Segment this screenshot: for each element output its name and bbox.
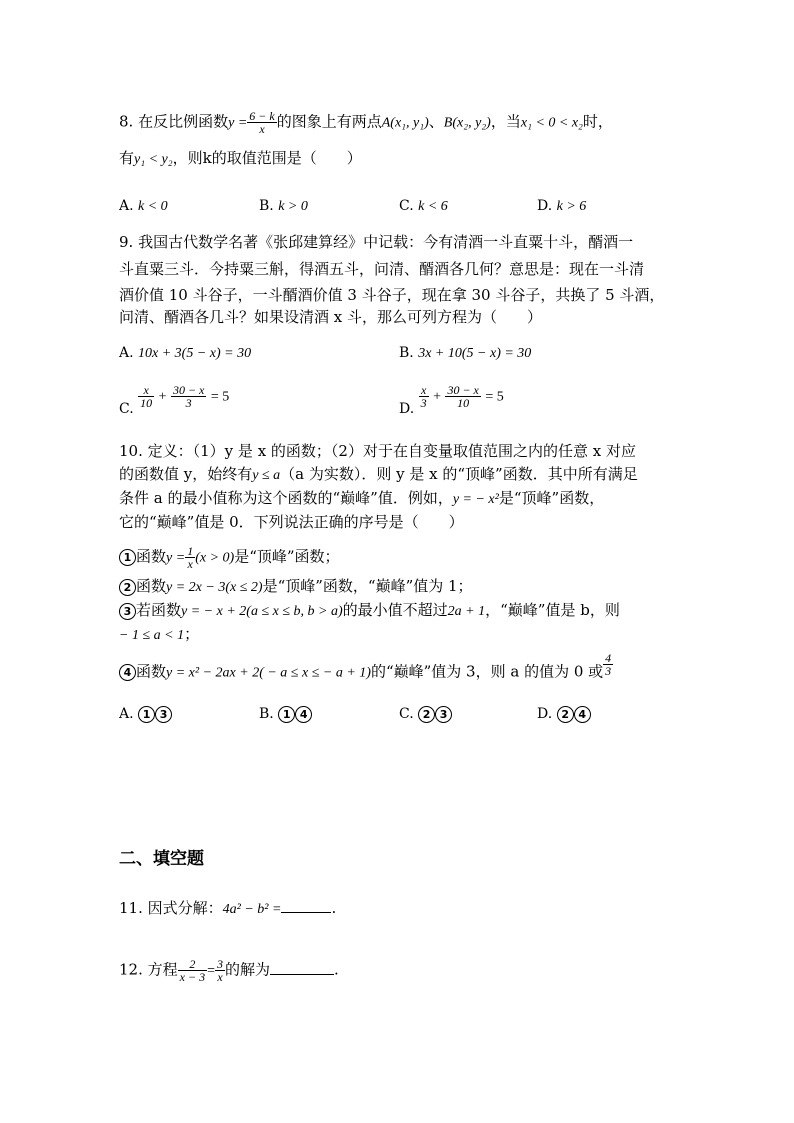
circled-number: 4 <box>295 706 312 723</box>
q10-option-a[interactable] <box>119 704 172 724</box>
q10-line4 <box>119 512 464 532</box>
q9-number: 9. <box>119 233 134 251</box>
option-label: C. <box>119 400 134 417</box>
q9-option-a[interactable] <box>119 343 251 364</box>
option-label: A. <box>119 198 134 214</box>
q10-option-c[interactable] <box>399 704 452 724</box>
frac-num: 2 <box>178 958 207 971</box>
q12-number: 12. <box>119 960 143 979</box>
circled-number: 1 <box>138 706 155 723</box>
q10-text: 函数 <box>136 662 167 681</box>
plus: + <box>433 389 441 405</box>
frac-num: 30 − x <box>172 383 205 397</box>
option-value: 10x + 3(5 − x) = 30 <box>138 346 252 361</box>
math: y = x² − 2ax + 2( − a ≤ x ≤ − a + 1) <box>166 665 371 681</box>
circled-number: 3 <box>435 706 452 723</box>
q9-line2 <box>119 259 644 279</box>
frac-num: x <box>419 384 429 397</box>
frac-den: 3 <box>420 396 427 410</box>
fraction <box>138 384 154 409</box>
q10-text: ； <box>184 625 200 643</box>
q10-text: 它的“巅峰”值是 0．下列说法正确的序号是（ ） <box>119 513 464 531</box>
circled-number: 1 <box>278 706 295 723</box>
q10-line3 <box>119 488 604 510</box>
fraction <box>185 545 195 570</box>
equals: = 5 <box>485 389 504 405</box>
q8-frac-num: 6 − k <box>249 109 275 123</box>
option-value: 3x + 10(5 − x) = 30 <box>418 346 532 361</box>
q10-text: （a 为实数）．则 y 是 x 的“顶峰”函数．其中所有满足 <box>280 465 638 483</box>
q11-number: 11. <box>119 899 143 917</box>
option-label: B. <box>259 198 274 214</box>
q12-text: 的解为 <box>225 960 271 979</box>
q8-option-b[interactable] <box>259 196 308 217</box>
q10-text: 定义：（1）y 是 x 的函数；（2）对于在自变量取值范围之内的任意 x 对应 <box>147 442 636 460</box>
circled-number: 2 <box>418 706 435 723</box>
circled-number: 4 <box>119 664 136 681</box>
option-label: A. <box>119 345 134 361</box>
q10-text: 若函数 <box>136 601 182 619</box>
q9-text: 问清、醑酒各几斗？如果设清酒 x 斗，那么可列方程为（ ） <box>119 308 542 326</box>
frac-den: 10 <box>457 396 470 410</box>
frac-num: 4 <box>605 651 612 665</box>
frac-den: x <box>187 557 193 571</box>
plus: + <box>158 389 167 405</box>
q10-statement-3-cont <box>119 624 199 646</box>
math: y ≤ a <box>252 468 281 483</box>
q12-text: 方程 <box>147 960 178 979</box>
section-heading: 二、填空题 <box>119 849 204 869</box>
q10-text: 条件 a 的最小值称为这个函数的“巅峰”值．例如， <box>119 489 453 507</box>
circled-number: 4 <box>574 706 591 723</box>
frac-den: x <box>217 970 223 984</box>
q9-text: 酒价值 10 斗谷子，一斗醑酒价值 3 斗谷子，现在拿 30 斗谷子，共换了 5 斗酒， <box>119 286 665 304</box>
q10-statement-3 <box>119 600 620 622</box>
option-label: C. <box>399 198 414 214</box>
option-label: B. <box>259 706 274 722</box>
q9-text: 我国古代数学名著《张邱建算经》中记载：今有清酒一斗直粟十斗，醑酒一 <box>138 233 634 251</box>
q9-option-c[interactable] <box>119 383 230 417</box>
q10-number: 10. <box>119 442 143 460</box>
q10-statement-2 <box>119 576 473 598</box>
q8-func-lhs: y = <box>228 115 248 131</box>
option-label: D. <box>399 400 415 417</box>
option-label: C. <box>399 706 414 722</box>
frac-den: 3 <box>605 664 612 678</box>
option-value: k < 6 <box>418 199 448 214</box>
math: y = 2x − 3(x ≤ 2) <box>166 580 263 595</box>
answer-blank[interactable] <box>270 960 334 975</box>
q9-line4 <box>119 307 542 327</box>
q8-text: ，当 <box>490 112 521 131</box>
q11-line <box>119 898 336 920</box>
q11-end: . <box>331 899 337 917</box>
q9-line1 <box>119 232 633 252</box>
fraction <box>171 384 206 409</box>
frac-num: x <box>138 384 154 397</box>
q8-option-c[interactable] <box>399 196 448 217</box>
math: y = <box>166 550 186 566</box>
q10-text: 的最小值不超过 <box>342 601 448 619</box>
q10-line2 <box>119 464 638 486</box>
circled-number: 2 <box>119 579 136 596</box>
q10-option-b[interactable] <box>259 704 312 724</box>
fraction <box>603 652 613 677</box>
q8-option-d[interactable] <box>537 196 586 217</box>
frac-num: 1 <box>187 544 194 558</box>
frac-num: 30 − x <box>447 383 479 397</box>
fraction <box>215 958 225 983</box>
option-value: k > 6 <box>556 199 587 214</box>
q8-condition: x₁ < 0 < x₂ <box>520 115 583 131</box>
math: − 1 ≤ a < 1 <box>119 628 185 643</box>
q8-sep: 、 <box>428 112 444 131</box>
option-value: k > 0 <box>278 199 308 214</box>
frac-den: 3 <box>185 396 192 410</box>
option-label: D. <box>537 706 553 722</box>
frac-den: x − 3 <box>179 970 206 984</box>
q10-text: 的“巅峰”值为 3，则 a 的值为 0 或 <box>370 662 604 681</box>
q9-option-b[interactable] <box>399 343 531 364</box>
q10-text: 函数 <box>136 547 167 566</box>
q8-ineq: y₁ < y₂ <box>134 152 173 167</box>
q8-text: 在反比例函数 <box>138 112 229 131</box>
q12-end: . <box>334 960 339 979</box>
q10-text: 函数 <box>136 577 167 595</box>
circled-number: 1 <box>119 549 136 566</box>
equals: = 5 <box>210 389 230 405</box>
q10-text: 是“顶峰”函数，“巅峰”值为 1； <box>262 577 473 595</box>
q10-text: 是“顶峰”函数， <box>498 489 605 507</box>
q9-option-d[interactable] <box>399 383 504 417</box>
q10-text: ，“巅峰”值是 b，则 <box>485 601 620 619</box>
circled-number: 2 <box>557 706 574 723</box>
q12-line <box>119 958 339 983</box>
option-label: A. <box>119 706 134 722</box>
option-label: D. <box>537 198 553 214</box>
math: y = − x + 2(a ≤ x ≤ b, b > a) <box>181 604 343 619</box>
q8-option-a[interactable] <box>119 196 168 217</box>
q11-text: 因式分解： <box>147 899 223 917</box>
q9-text: 斗直粟三斗．今持粟三斛，得酒五斗，问清、醑酒各几何？意思是：现在一斗清 <box>119 260 645 278</box>
fraction <box>419 384 429 409</box>
math: 4a² − b² = <box>222 902 282 917</box>
q10-option-d[interactable] <box>537 704 591 724</box>
q10-text: 的函数值 y，始终有 <box>119 465 253 483</box>
q8-number: 8. <box>119 112 134 131</box>
q8-line1 <box>119 110 613 135</box>
option-label: B. <box>399 345 414 361</box>
q10-statement-4 <box>119 651 613 685</box>
q8-text: 的图象上有两点 <box>276 112 382 131</box>
circled-number: 3 <box>119 603 136 620</box>
q10-line1 <box>119 441 636 461</box>
q8-text: 有 <box>119 149 135 167</box>
q10-text: 是“顶峰”函数； <box>234 547 340 566</box>
q8-text: 时， <box>582 112 613 131</box>
frac-num: 3 <box>217 957 223 971</box>
q9-line3 <box>119 285 664 305</box>
math: 2a + 1 <box>447 604 486 619</box>
fraction <box>445 384 480 409</box>
option-value: k < 0 <box>138 199 168 214</box>
equals: = <box>207 963 215 979</box>
q8-frac-den: x <box>259 122 265 136</box>
q10-statement-1 <box>119 545 340 570</box>
q8-line2 <box>119 148 362 170</box>
fraction <box>178 958 207 983</box>
q8-question: ，则k的取值范围是（ ） <box>172 149 362 167</box>
math: (x > 0) <box>195 550 235 566</box>
math: y = − x² <box>452 492 499 507</box>
q8-point-b: B(x₂, y₂) <box>443 115 491 131</box>
circled-number: 3 <box>155 706 172 723</box>
answer-blank[interactable] <box>281 898 331 913</box>
q8-point-a: A(x₁, y₁) <box>381 115 429 131</box>
frac-den: 10 <box>140 396 153 410</box>
q8-fraction <box>247 110 276 135</box>
